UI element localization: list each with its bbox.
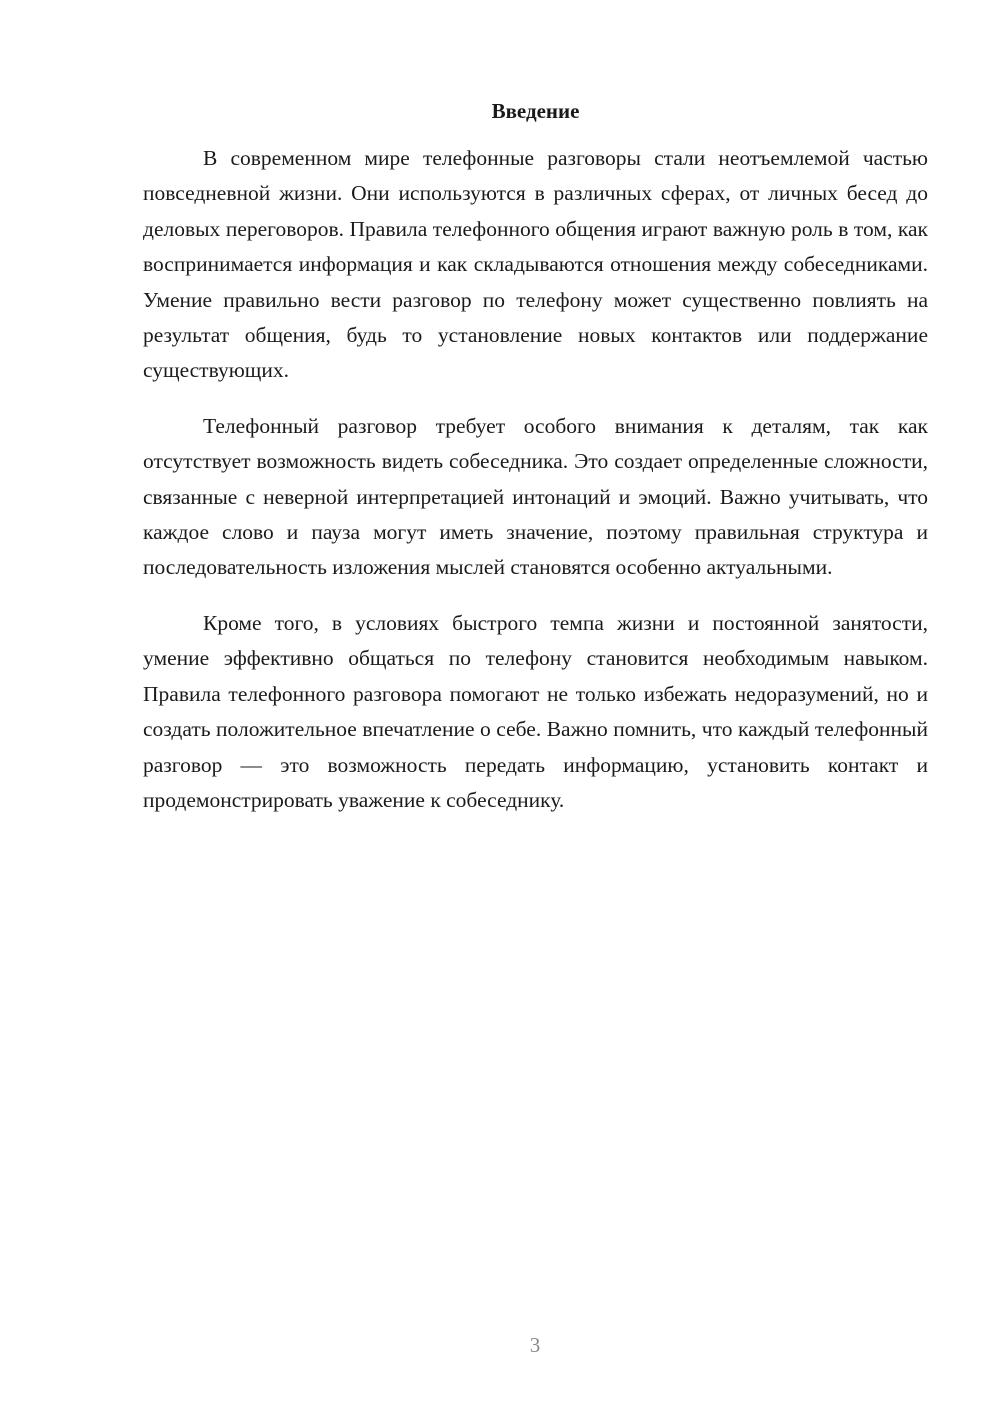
- page-content: [143, 96, 928, 838]
- paragraph-3: Кроме того, в условиях быстрого темпа жизни и постоянной занятости, умение эффективно общаться по телефону становится необходимым навыком. Правила телефонного разговора помогают не только избежать недоразумений, но и создать положительное впечатление о себе. Важно помнить, что каждый телефонный разговор — это возможность передать информацию, установить контакт и продемонстрировать уважение к собеседнику.: [143, 610, 928, 812]
- paragraph-2: Телефонный разговор требует особого внимания к деталям, так как отсутствует возможность видеть собеседника. Это создает определенные сложности, связанные с неверной интерпретацией интонаций и эмоций. Важно учитывать, что каждое слово и пауза могут иметь значение, поэтому правильная структура и последовательность изложения мыслей становятся особенно актуальными.: [143, 413, 928, 580]
- page-number: 3: [529, 1333, 541, 1357]
- paragraph-1: В современном мире телефонные разговоры стали неотъемлемой частью повседневной жизни. Они используются в различных сферах, от личных бесед до деловых переговоров. Правила телефонного общения играют важную роль в том, как воспринимается информация и как складываются отношения между собеседниками. Умение правильно вести разговор по телефону может существенно повлиять на результат общения, будь то установление новых контактов или поддержание существующих.: [143, 146, 928, 383]
- section-title: Введение: [491, 99, 580, 123]
